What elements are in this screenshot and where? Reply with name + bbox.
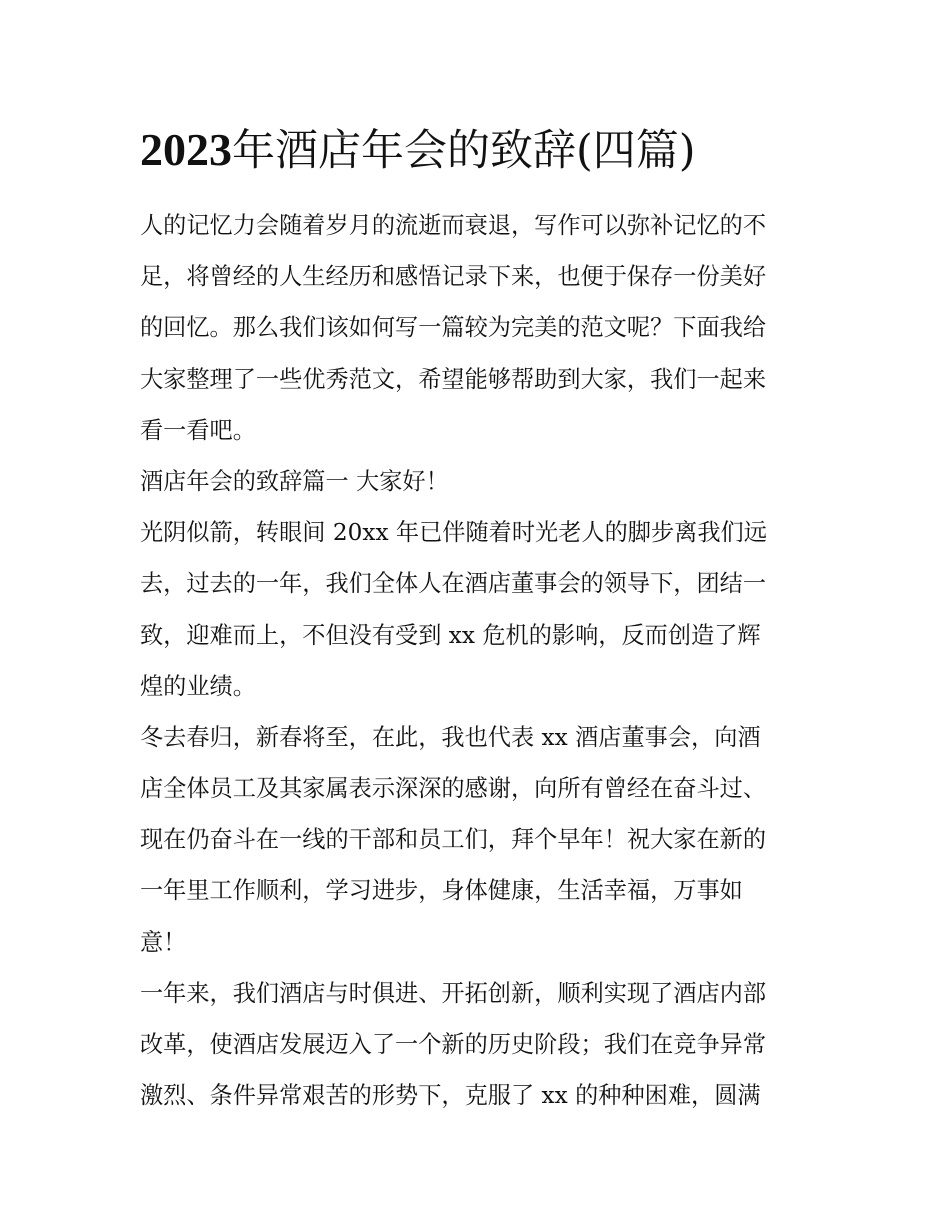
document-body (140, 200, 812, 1121)
text-line: 一年来，我们酒店与时俱进、开拓创新，顺利实现了酒店内部 (140, 979, 767, 1007)
text-line: 的回忆。那么我们该如何写一篇较为完美的范文呢？下面我给 (140, 314, 767, 342)
section-heading-line: 酒店年会的致辞篇一 大家好！ (140, 467, 449, 495)
paragraph-2 (140, 712, 812, 968)
text-line: 大家整理了一些优秀范文，希望能够帮助到大家，我们一起来 (140, 365, 767, 393)
text-line: 改革，使酒店发展迈入了一个新的历史阶段；我们在竞争异常 (140, 1031, 767, 1058)
text-line: 去，过去的一年，我们全体人在酒店董事会的领导下，团结一 (140, 570, 767, 598)
text-line: 店全体员工及其家属表示深深的感谢，向所有曾经在奋斗过、 (140, 775, 767, 803)
text-line: 光阴似箭，转眼间 20xx 年已伴随着时光老人的脚步离我们远 (140, 519, 767, 547)
text-line: 现在仍奋斗在一线的干部和员工们，拜个早年！祝大家在新的 (140, 826, 767, 854)
text-line: 看一看吧。 (140, 416, 256, 444)
text-line: 致，迎难而上，不但没有受到 xx 危机的影响，反而创造了辉 (140, 621, 761, 649)
text-line: 人的记忆力会随着岁月的流逝而衰退，写作可以弥补记忆的不 (140, 212, 767, 239)
title-text: 年酒店年会的致辞(四篇) (232, 126, 696, 176)
text-line: 激烈、条件异常艰苦的形势下，克服了 xx 的种种困难，圆满 (140, 1082, 761, 1110)
paragraph-intro (140, 200, 812, 456)
text-line: 冬去春归，新春将至，在此，我也代表 xx 酒店董事会，向酒 (140, 723, 761, 751)
paragraph-3 (140, 968, 812, 1122)
text-line: 意！ (140, 928, 187, 956)
document-title (140, 118, 820, 182)
text-line: 煌的业绩。 (140, 672, 256, 700)
text-line: 一年里工作顺利，学习进步，身体健康，生活幸福，万事如 (140, 877, 743, 905)
title-year: 2023 (140, 124, 232, 175)
section-heading (140, 456, 812, 507)
text-line: 足，将曾经的人生经历和感悟记录下来，也便于保存一份美好 (140, 263, 767, 291)
paragraph-1 (140, 507, 812, 712)
